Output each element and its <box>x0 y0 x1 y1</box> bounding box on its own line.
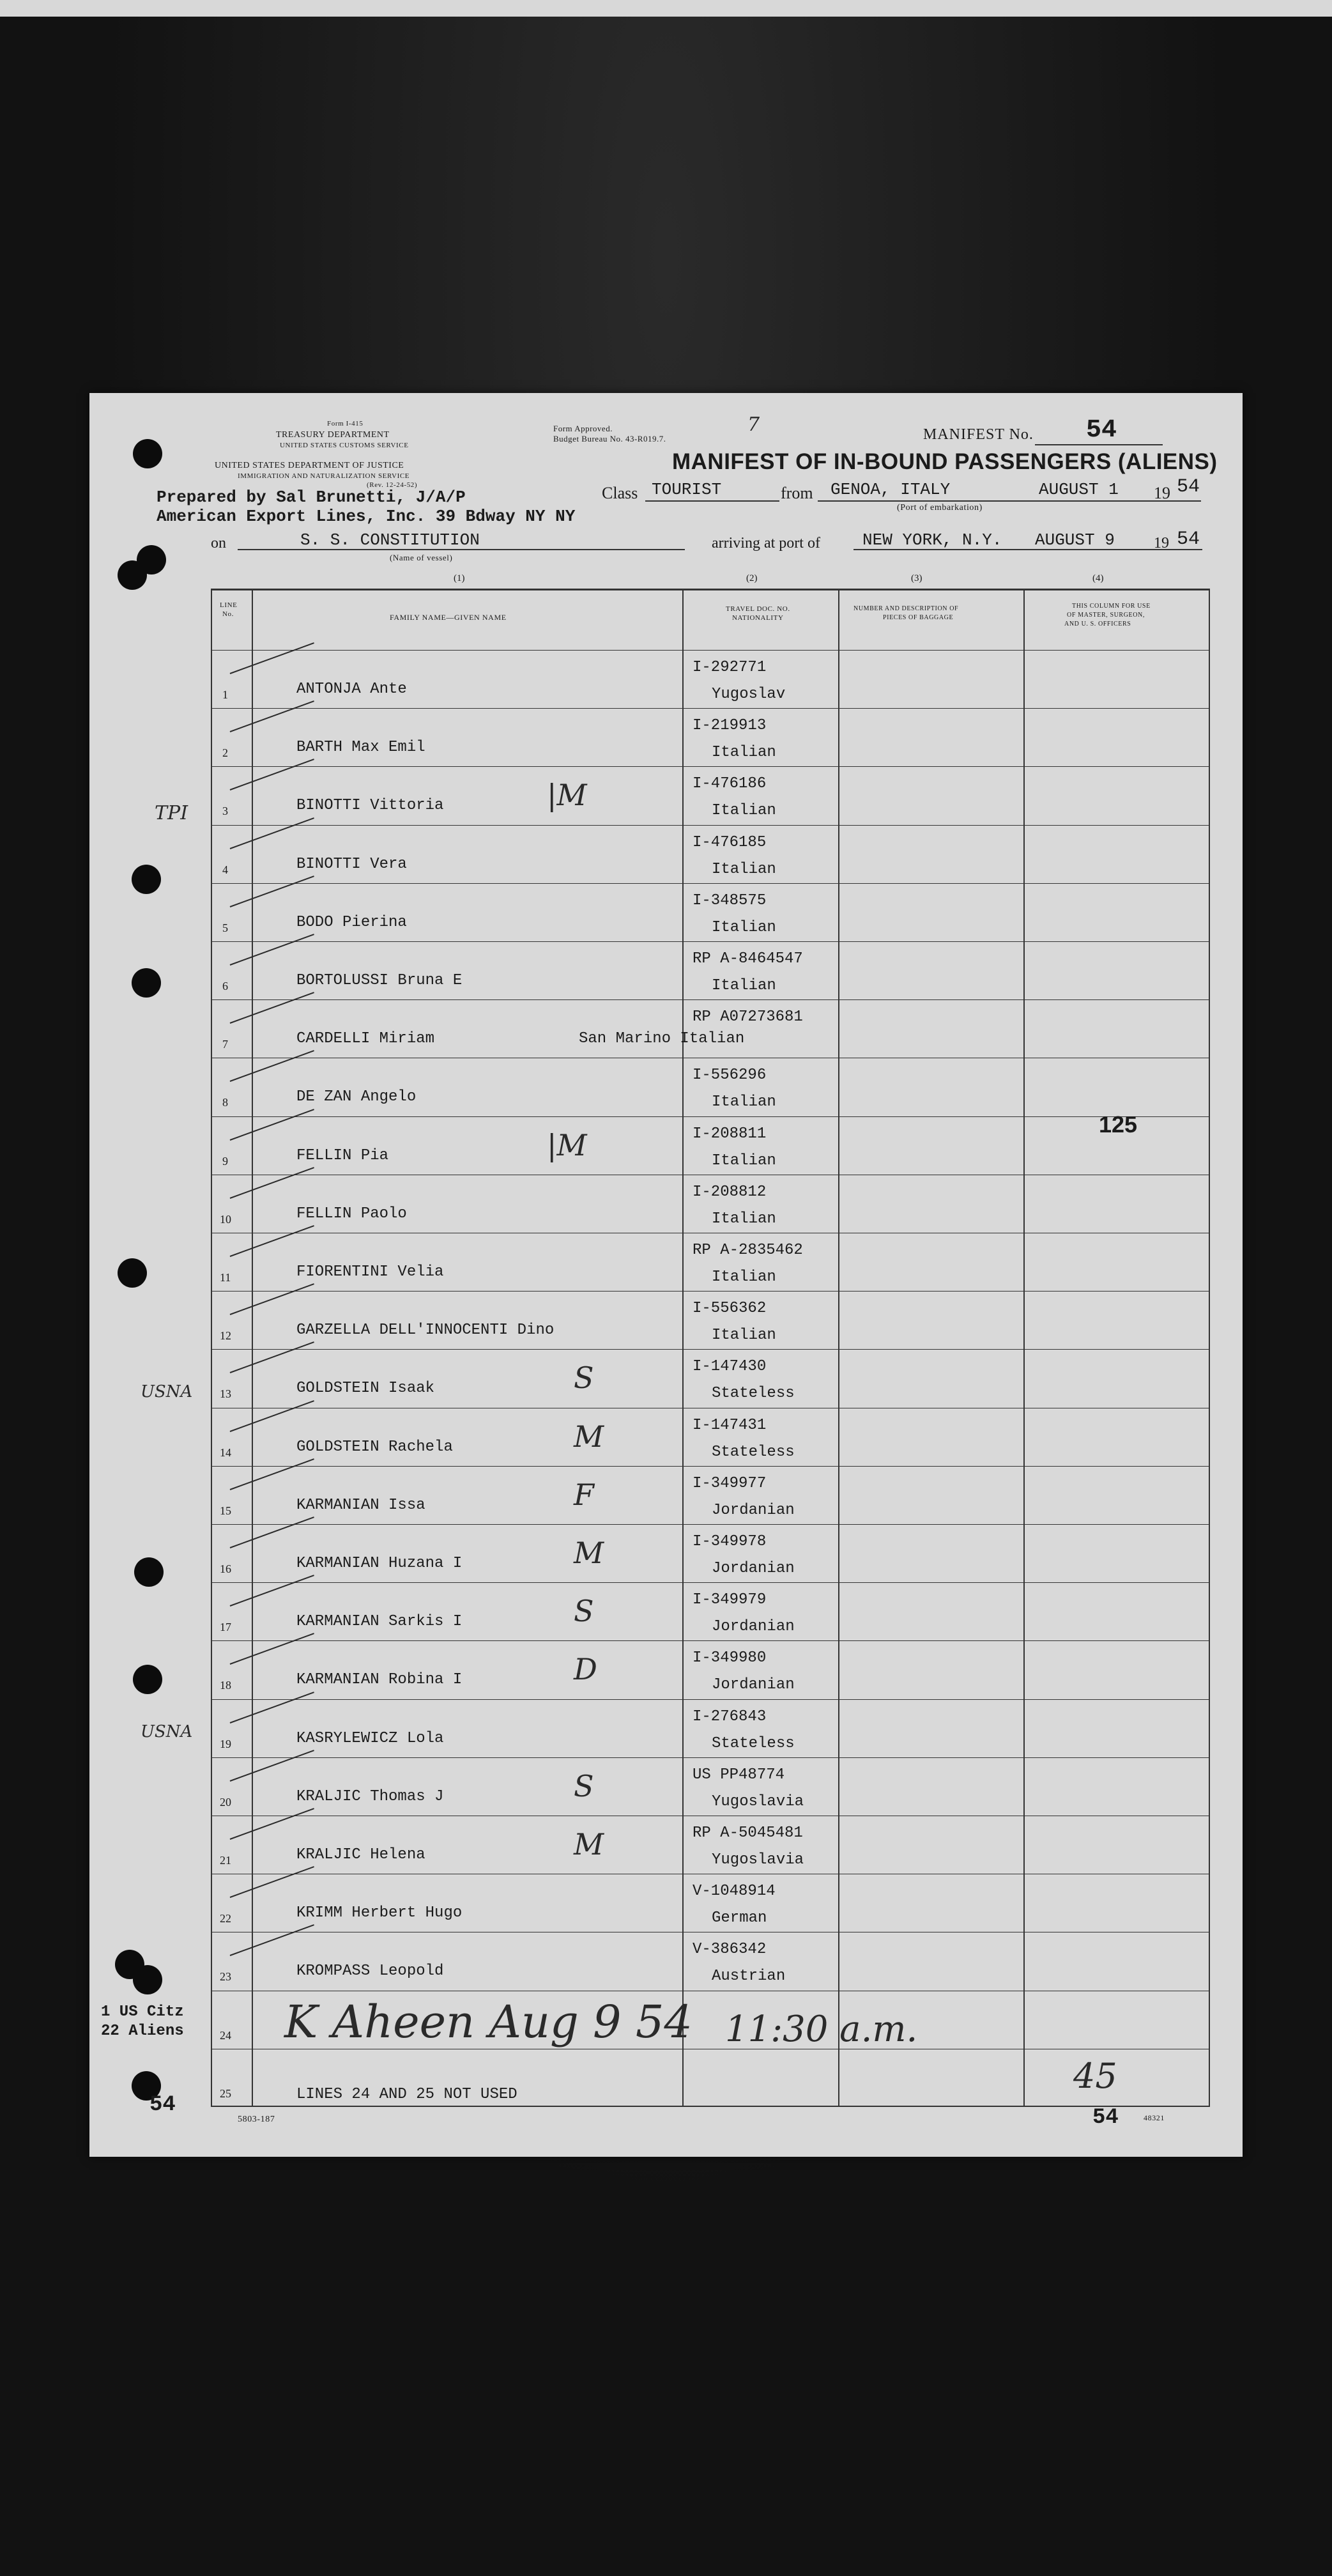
passenger-name: KASRYLEWICZ Lola <box>296 1729 444 1747</box>
arrival-year: 54 <box>1177 528 1200 550</box>
nationality: Jordanian <box>712 1560 795 1577</box>
travel-doc-number: I-476185 <box>693 833 767 851</box>
table-row <box>211 883 1210 941</box>
travel-doc-number: I-349977 <box>693 1474 767 1492</box>
from-value: GENOA, ITALY <box>831 480 951 499</box>
dept-treasury: TREASURY DEPARTMENT <box>276 430 390 440</box>
row-line-number: 7 <box>222 1038 228 1051</box>
table-row <box>211 1466 1210 1524</box>
row-line-number: 25 <box>220 2086 231 2100</box>
travel-doc-number: I-556296 <box>693 1067 767 1084</box>
travel-doc-number: US PP48774 <box>693 1766 785 1784</box>
nationality: Italian <box>712 1093 776 1111</box>
travel-doc-number: I-147431 <box>693 1416 767 1434</box>
from-underline <box>818 500 1201 502</box>
nationality: Yugoslavia <box>712 1851 804 1869</box>
footer-small-code: 48321 <box>1144 2113 1165 2122</box>
vessel-underline <box>238 549 685 550</box>
travel-doc-number: I-147430 <box>693 1358 767 1376</box>
header-line-no-2: No. <box>222 610 234 618</box>
form-revision: (Rev. 12-24-52) <box>367 481 418 489</box>
travel-doc-number: I-276843 <box>693 1708 767 1725</box>
passenger-name: BORTOLUSSI Bruna E <box>296 972 463 989</box>
travel-doc-number: RP A07273681 <box>693 1008 803 1026</box>
table-row <box>211 1291 1210 1349</box>
passenger-name: ANTONJA Ante <box>296 681 407 698</box>
relation-mark: S <box>574 1768 594 1803</box>
row-line-number: 16 <box>220 1562 231 1575</box>
budget-bureau: Budget Bureau No. 43-R019.7. <box>553 434 666 443</box>
from-label: from <box>781 484 813 502</box>
nationality: Stateless <box>712 1443 795 1461</box>
row-divider <box>211 1291 1210 1292</box>
passenger-name: BARTH Max Emil <box>296 739 425 757</box>
depart-year: 54 <box>1177 476 1200 498</box>
passenger-name: LINES 24 AND 25 NOT USED <box>296 2085 517 2103</box>
table-row <box>211 1640 1210 1699</box>
relation-mark: M <box>574 1419 604 1454</box>
margin-note-usna: USNA <box>141 1722 193 1741</box>
manifest-number: 54 <box>1086 416 1117 445</box>
nationality: Jordanian <box>712 1618 795 1636</box>
relation-mark: |M <box>547 1127 587 1162</box>
passenger-name: FIORENTINI Velia <box>296 1263 444 1281</box>
header-family-name: FAMILY NAME—GIVEN NAME <box>390 613 507 622</box>
agent-line: American Export Lines, Inc. 39 Bdway NY NY <box>157 507 576 526</box>
table-row <box>211 1175 1210 1233</box>
passenger-name: DE ZAN Angelo <box>296 1088 417 1106</box>
check-mark <box>230 642 314 674</box>
travel-doc-number: RP A-2835462 <box>693 1242 803 1259</box>
table-row <box>211 1757 1210 1816</box>
table-row <box>211 1116 1210 1175</box>
travel-doc-number: I-349980 <box>693 1649 767 1667</box>
header-baggage: NUMBER AND DESCRIPTION OF <box>854 605 959 612</box>
travel-doc-number: V-1048914 <box>693 1883 776 1901</box>
relation-mark: M <box>574 1536 604 1570</box>
header-officers: THIS COLUMN FOR USE <box>1072 603 1151 610</box>
nationality: San Marino Italian <box>579 1030 745 1048</box>
table-row <box>211 1816 1210 1874</box>
travel-doc-number: I-476186 <box>693 775 767 793</box>
column-number-1: (1) <box>454 573 465 583</box>
header-travel-doc: TRAVEL DOC. NO. <box>726 605 790 613</box>
row-divider <box>211 1524 1210 1525</box>
table-row <box>211 999 1210 1058</box>
relation-mark: D <box>574 1652 597 1687</box>
totals-aliens: 22 Aliens <box>101 2023 184 2040</box>
passenger-name: GOLDSTEIN Rachela <box>296 1438 453 1456</box>
header-line-no: LINE <box>220 601 238 609</box>
passenger-table <box>211 589 1210 2107</box>
row-line-number: 10 <box>220 1212 231 1226</box>
manifest-number-line <box>1035 444 1163 445</box>
table-row <box>211 766 1210 824</box>
row-divider <box>211 883 1210 884</box>
arrival-year-prefix: 19 <box>1154 535 1169 551</box>
nationality: German <box>712 1909 767 1927</box>
arrival-port: NEW YORK, N.Y. <box>862 530 1002 550</box>
travel-doc-number: I-219913 <box>693 717 767 735</box>
nationality: Italian <box>712 860 776 878</box>
row-line-number: 17 <box>220 1621 231 1634</box>
nationality: Austrian <box>712 1968 786 1986</box>
row-line-number: 24 <box>220 2028 231 2042</box>
punch-hole <box>118 1258 147 1288</box>
row-line-number: 12 <box>220 1329 231 1343</box>
row-line-number: 3 <box>222 805 228 818</box>
travel-doc-number: I-349978 <box>693 1533 767 1550</box>
row-line-number: 2 <box>222 746 228 760</box>
passenger-name: CARDELLI Miriam <box>296 1030 435 1048</box>
manifest-label: MANIFEST No. <box>923 426 1034 443</box>
row-divider <box>211 766 1210 767</box>
table-row <box>211 1058 1210 1116</box>
table-row <box>211 650 1210 708</box>
depart-date: AUGUST 1 <box>1039 480 1119 499</box>
row-line-number: 1 <box>222 688 228 701</box>
relation-mark: S <box>574 1594 594 1629</box>
table-row <box>211 2049 1210 2107</box>
form-number: Form I-415 <box>327 420 364 428</box>
passenger-name: KRIMM Herbert Hugo <box>296 1904 463 1922</box>
footer-number: 54 <box>1092 2106 1119 2130</box>
relation-mark: |M <box>547 778 587 813</box>
table-row <box>211 1582 1210 1640</box>
row-divider <box>211 1640 1210 1641</box>
passenger-name: GOLDSTEIN Isaak <box>296 1380 435 1398</box>
row-divider <box>211 1116 1210 1117</box>
manifest-sheet <box>89 393 1243 2157</box>
nationality: Yugoslavia <box>712 1793 804 1810</box>
passenger-name: KARMANIAN Robina I <box>296 1671 463 1689</box>
dept-customs: UNITED STATES CUSTOMS SERVICE <box>280 442 409 449</box>
header-baggage-2: PIECES OF BAGGAGE <box>883 614 954 621</box>
table-top-border <box>211 589 1210 590</box>
travel-doc-number: I-292771 <box>693 659 767 676</box>
row-divider <box>211 1699 1210 1700</box>
row-divider <box>211 650 1210 651</box>
margin-title-mark: 7 <box>747 413 760 436</box>
footer-code: 5803-187 <box>238 2115 275 2124</box>
arrival-underline <box>854 549 1202 550</box>
row-line-number: 13 <box>220 1387 231 1401</box>
passenger-name: KARMANIAN Issa <box>296 1496 425 1514</box>
nationality: Italian <box>712 744 776 762</box>
nationality: Italian <box>712 1152 776 1169</box>
row-line-number: 23 <box>220 1970 231 1984</box>
vessel-label: (Name of vessel) <box>390 553 453 562</box>
passenger-name: FELLIN Pia <box>296 1146 389 1164</box>
passenger-name: BINOTTI Vera <box>296 855 407 873</box>
punch-hole <box>132 865 161 894</box>
scan-top-edge <box>0 0 1332 17</box>
approval-text: Form Approved. <box>553 424 613 433</box>
port-embarkation-label: (Port of embarkation) <box>897 503 983 513</box>
column-number-4: (4) <box>1092 573 1104 583</box>
punch-hole <box>134 1557 164 1587</box>
table-row <box>211 708 1210 766</box>
class-underline <box>645 500 779 502</box>
nationality: Italian <box>712 1327 776 1345</box>
arriving-label: arriving at port of <box>712 535 820 551</box>
relation-mark: F <box>574 1477 594 1512</box>
row-divider <box>211 1349 1210 1350</box>
totals-us-citizens: 1 US Citz <box>101 2003 184 2021</box>
table-row <box>211 1233 1210 1291</box>
row-line-number: 21 <box>220 1854 231 1867</box>
nationality: Italian <box>712 918 776 936</box>
class-value: TOURIST <box>652 480 722 499</box>
row-line-number: 18 <box>220 1679 231 1692</box>
handwritten-count: 45 <box>1073 2056 1117 2096</box>
inspector-signature: K Aheen Aug 9 54 <box>284 1996 693 2048</box>
travel-doc-number: RP A-5045481 <box>693 1824 803 1842</box>
arrival-time: 11:30 a.m. <box>725 2009 918 2050</box>
dept-justice: UNITED STATES DEPARTMENT OF JUSTICE <box>215 461 404 470</box>
relation-mark: M <box>574 1827 604 1862</box>
nationality: Yugoslav <box>712 686 786 703</box>
nationality: Italian <box>712 1269 776 1286</box>
travel-doc-number: I-349979 <box>693 1591 767 1609</box>
nationality: Italian <box>712 1210 776 1228</box>
row-line-number: 19 <box>220 1737 231 1750</box>
passenger-name: BINOTTI Vittoria <box>296 797 444 815</box>
nationality: Italian <box>712 802 776 820</box>
passenger-name: KRALJIC Helena <box>296 1846 425 1863</box>
row-line-number: 22 <box>220 1912 231 1925</box>
travel-doc-number: I-208812 <box>693 1183 767 1201</box>
travel-doc-number: I-348575 <box>693 891 767 909</box>
column-number-2: (2) <box>746 573 758 583</box>
travel-doc-number: I-556362 <box>693 1300 767 1318</box>
table-row <box>211 1408 1210 1466</box>
header-officers-3: AND U. S. OFFICERS <box>1064 621 1131 628</box>
arrival-date: AUGUST 9 <box>1035 530 1115 550</box>
nationality: Italian <box>712 977 776 994</box>
row-line-number: 14 <box>220 1446 231 1459</box>
margin-note-tpi: TPI <box>155 802 188 824</box>
vessel-name: S. S. CONSTITUTION <box>300 530 480 550</box>
punch-hole <box>133 439 162 468</box>
class-label: Class <box>602 484 638 502</box>
row-divider <box>211 1582 1210 1583</box>
row-line-number: 5 <box>222 921 228 934</box>
punch-hole <box>133 1965 162 1994</box>
header-officers-2: OF MASTER, SURGEON, <box>1067 612 1145 619</box>
table-row <box>211 1349 1210 1407</box>
passenger-name: BODO Pierina <box>296 913 407 931</box>
travel-doc-number: I-208811 <box>693 1125 767 1143</box>
table-row <box>211 825 1210 883</box>
table-row <box>211 1932 1210 1990</box>
left-bottom-number: 54 <box>149 2093 176 2117</box>
passenger-name: KRALJIC Thomas J <box>296 1787 444 1805</box>
table-row <box>211 1699 1210 1757</box>
column-number-3: (3) <box>911 573 922 583</box>
row-divider <box>211 825 1210 826</box>
passenger-name: GARZELLA DELL'INNOCENTI Dino <box>296 1322 555 1339</box>
manifest-title: MANIFEST OF IN-BOUND PASSENGERS (ALIENS) <box>672 449 1218 474</box>
punch-hole <box>118 560 147 590</box>
row-line-number: 4 <box>222 863 228 876</box>
officer-stamp: 125 <box>1099 1111 1138 1138</box>
header-nationality: NATIONALITY <box>732 614 784 622</box>
row-divider <box>211 1466 1210 1467</box>
row-divider <box>211 999 1210 1000</box>
travel-doc-number: V-386342 <box>693 1941 767 1959</box>
passenger-name: KARMANIAN Sarkis I <box>296 1613 463 1631</box>
row-line-number: 20 <box>220 1795 231 1809</box>
margin-note-usna: USNA <box>141 1382 193 1401</box>
table-row <box>211 941 1210 999</box>
depart-year-prefix: 19 <box>1154 484 1170 502</box>
row-line-number: 15 <box>220 1504 231 1517</box>
row-line-number: 6 <box>222 980 228 992</box>
row-divider <box>211 708 1210 709</box>
prepared-by: Prepared by Sal Brunetti, J/A/P <box>157 488 466 507</box>
table-row <box>211 1524 1210 1582</box>
relation-mark: S <box>574 1361 594 1396</box>
row-line-number: 8 <box>222 1096 228 1109</box>
nationality: Jordanian <box>712 1501 795 1519</box>
nationality: Stateless <box>712 1734 795 1752</box>
table-row <box>211 1874 1210 1932</box>
on-label: on <box>211 535 226 551</box>
row-divider <box>211 1757 1210 1758</box>
punch-hole <box>133 1665 162 1694</box>
nationality: Stateless <box>712 1385 795 1403</box>
nationality: Jordanian <box>712 1676 795 1694</box>
punch-hole <box>132 968 161 998</box>
passenger-name: KROMPASS Leopold <box>296 1963 444 1980</box>
row-line-number: 11 <box>220 1271 231 1284</box>
dept-ins: IMMIGRATION AND NATURALIZATION SERVICE <box>238 472 410 480</box>
row-divider <box>211 941 1210 942</box>
travel-doc-number: RP A-8464547 <box>693 950 803 968</box>
row-line-number: 9 <box>222 1154 228 1168</box>
passenger-name: KARMANIAN Huzana I <box>296 1555 463 1572</box>
passenger-name: FELLIN Paolo <box>296 1205 407 1222</box>
